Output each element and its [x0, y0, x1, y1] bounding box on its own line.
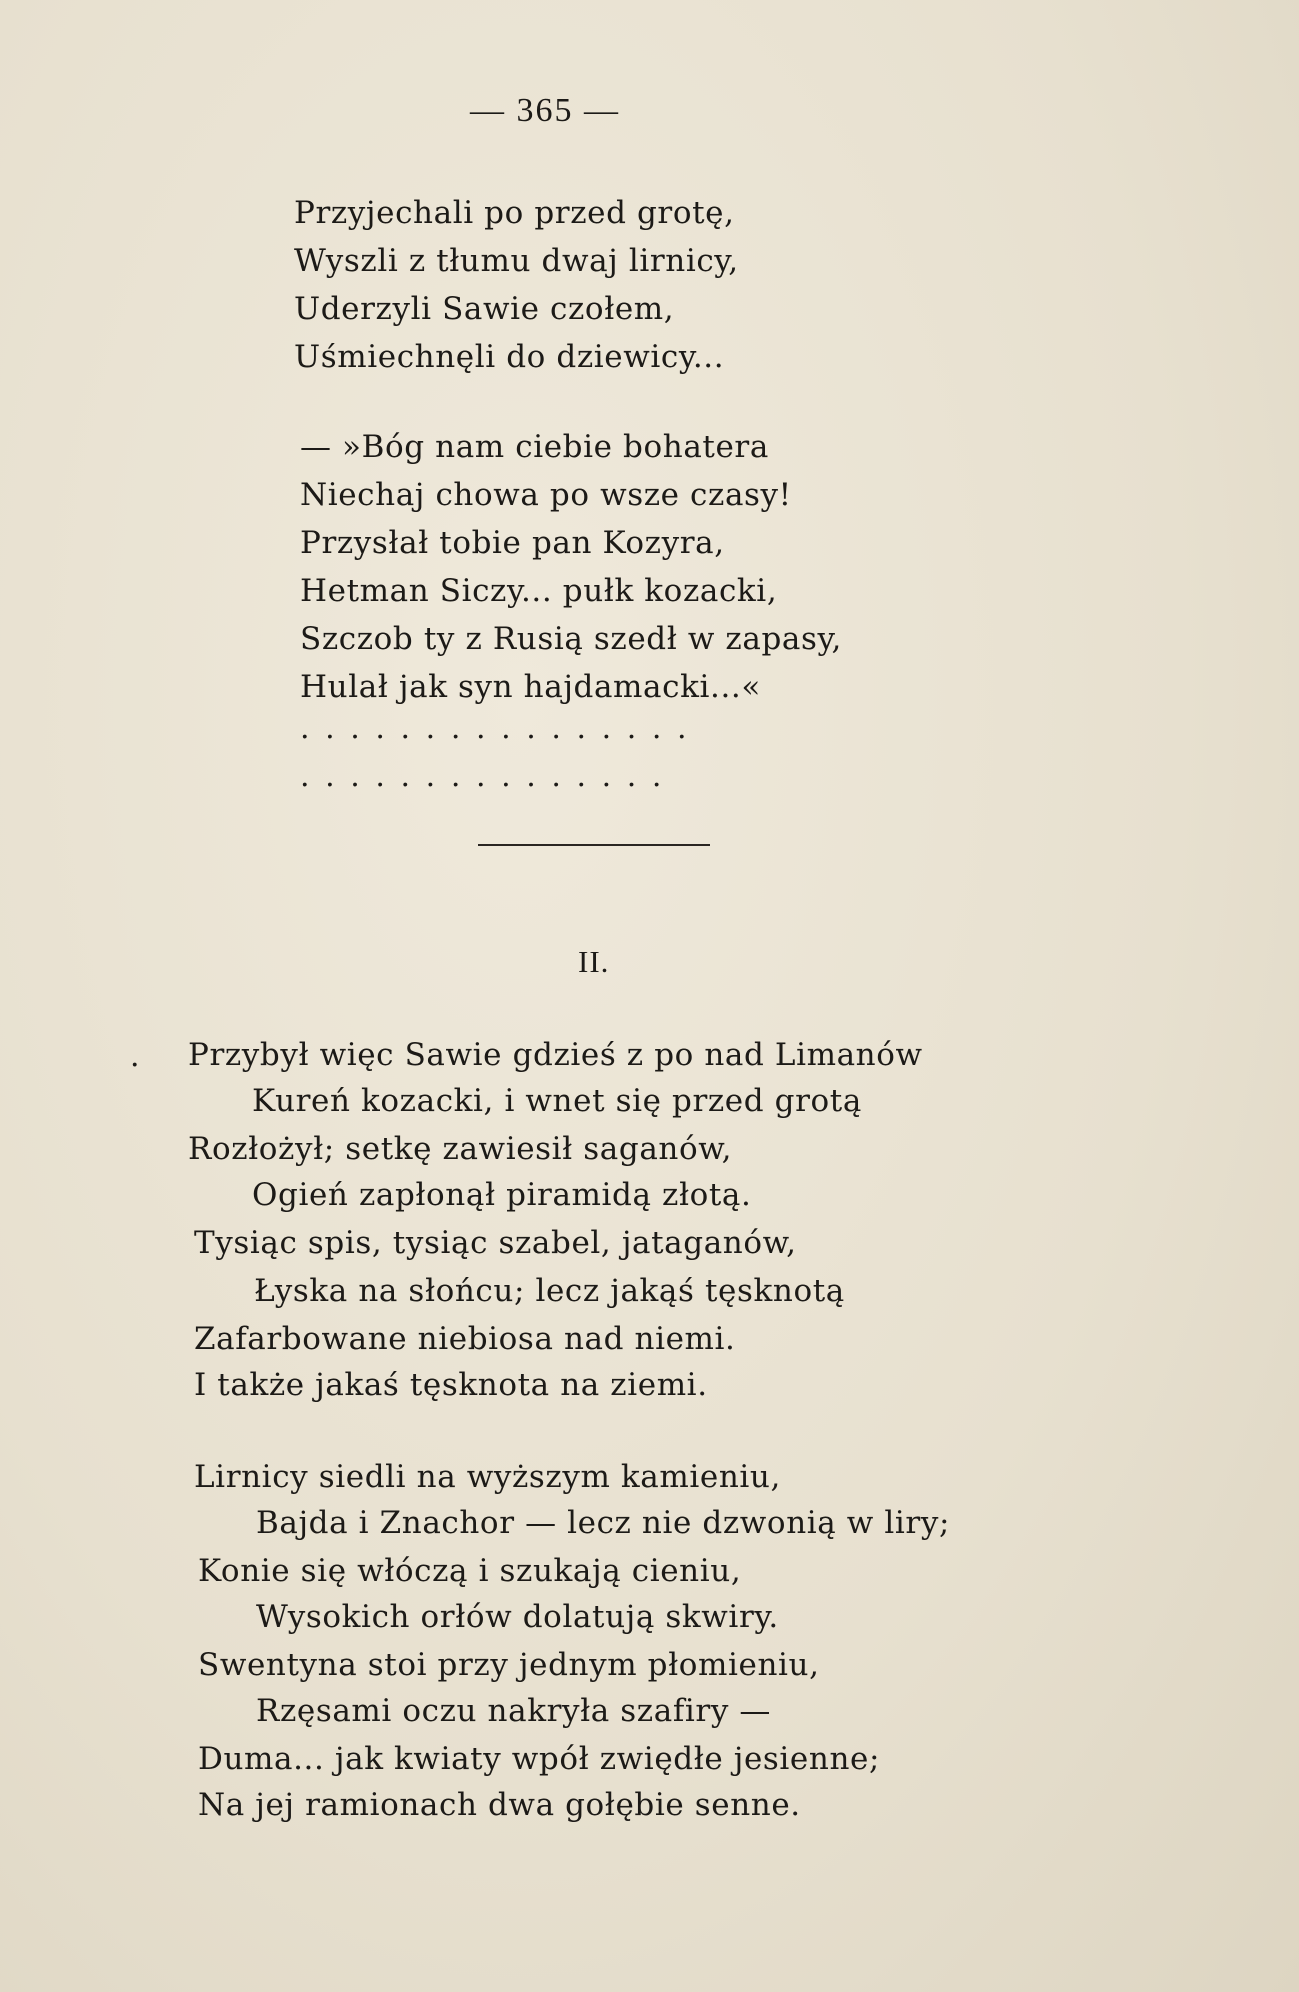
- poem-line: Wyszli z tłumu dwaj lirnicy,: [294, 243, 739, 279]
- poem-line: Przyjechali po przed grotę,: [294, 195, 735, 231]
- poem-line: Na jej ramionach dwa gołębie senne.: [198, 1787, 801, 1823]
- poem-line: Tysiąc spis, tysiąc szabel, jataganów,: [194, 1225, 797, 1261]
- poem-line: Hetman Siczy... pułk kozacki,: [300, 573, 778, 609]
- ellipsis-row: ...............: [300, 759, 678, 794]
- poem-line: Uderzyli Sawie czołem,: [294, 291, 675, 327]
- poem-line: Niechaj chowa po wsze czasy!: [300, 477, 792, 513]
- poem-line: Uśmiechnęli do dziewicy...: [294, 339, 725, 375]
- page-number: — 365 —: [470, 92, 620, 129]
- section-divider: [478, 844, 710, 846]
- poem-line: Lirnicy siedli na wyższym kamieniu,: [194, 1459, 781, 1495]
- poem-line: Swentyna stoi przy jednym płomieniu,: [198, 1647, 820, 1683]
- poem-line: Rozłożył; setkę zawiesił saganów,: [188, 1131, 733, 1167]
- poem-line: Szczob ty z Rusią szedł w zapasy,: [300, 621, 842, 657]
- poem-line: Konie się włóczą i szukają cieniu,: [198, 1553, 742, 1589]
- poem-line: Zafarbowane niebiosa nad niemi.: [194, 1321, 736, 1357]
- poem-line: Hulał jak syn hajdamacki...«: [300, 669, 761, 705]
- poem-line: Łyska na słońcu; lecz jakąś tęsknotą: [254, 1273, 845, 1309]
- poem-line: — »Bóg nam ciebie bohatera: [300, 429, 769, 465]
- poem-line: Wysokich orłów dolatują skwiry.: [256, 1599, 779, 1635]
- ellipsis-row: ................: [300, 711, 703, 746]
- poem-line: Rzęsami oczu nakryła szafiry —: [256, 1693, 771, 1729]
- margin-dot: ·: [130, 1048, 140, 1083]
- poem-line: Ogień zapłonął piramidą złotą.: [252, 1177, 752, 1213]
- poem-line: Przybył więc Sawie gdzieś z po nad Limanów: [188, 1037, 923, 1073]
- poem-line: Kureń kozacki, i wnet się przed grotą: [252, 1083, 862, 1119]
- poem-line: Przysłał tobie pan Kozyra,: [300, 525, 725, 561]
- poem-line: Bajda i Znachor — lecz nie dzwonią w liry;: [256, 1505, 951, 1541]
- poem-line: I także jakaś tęsknota na ziemi.: [194, 1367, 708, 1403]
- poem-line: Duma... jak kwiaty wpół zwiędłe jesienne;: [198, 1741, 881, 1777]
- section-heading: II.: [578, 944, 610, 979]
